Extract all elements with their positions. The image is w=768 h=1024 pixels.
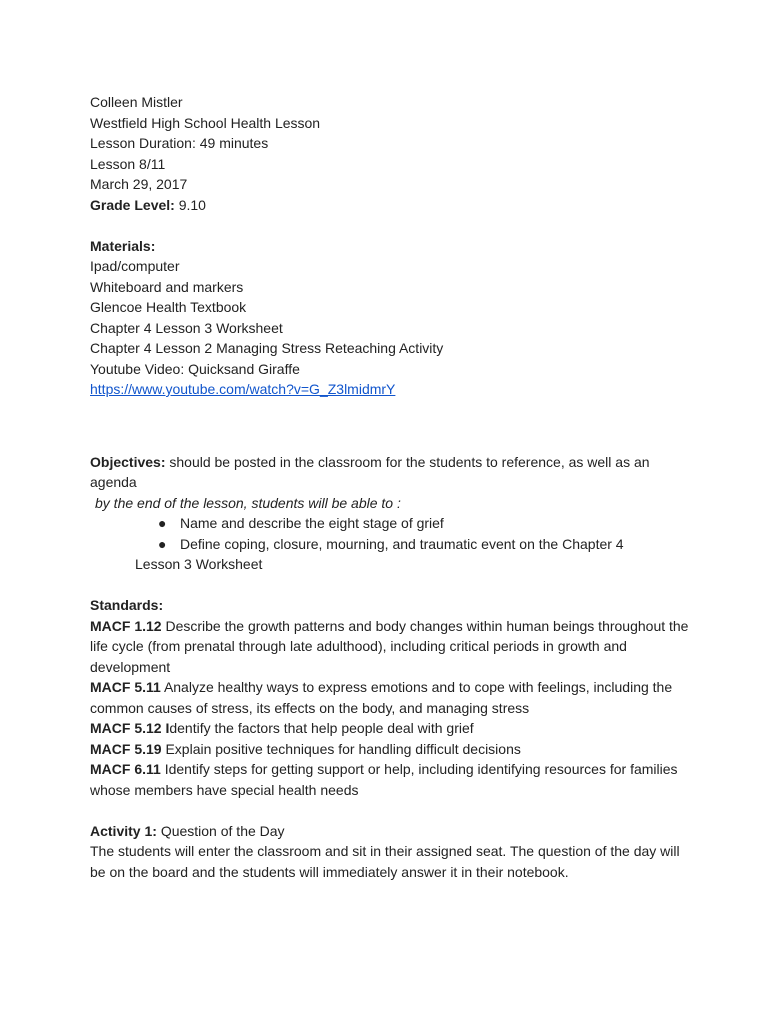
standard-text: Identify steps for getting support or help, including identifying resources for families whose members have special health needs: [90, 761, 678, 798]
standard-item: [90, 677, 690, 718]
objective-text-continued: Lesson 3 Worksheet: [135, 556, 263, 572]
bullet-icon: ●: [158, 535, 167, 552]
youtube-link[interactable]: https://www.youtube.com/watch?v=G_Z3lmidmrY: [90, 381, 396, 397]
objective-text: Define coping, closure, mourning, and traumatic event on the Chapter 4: [180, 535, 624, 552]
lesson-number: Lesson 8/11: [90, 155, 166, 172]
objectives-intro: by the end of the lesson, students will be able to :: [95, 494, 401, 511]
standard-item: [90, 718, 690, 739]
bullet-icon: ●: [158, 515, 167, 531]
grade-level-label: Grade Level:: [90, 196, 175, 213]
materials-heading: Materials:: [90, 237, 156, 254]
grade-level-value: 9.10: [178, 196, 206, 213]
activity1-heading: Activity 1:: [90, 822, 157, 839]
standard-code: MACF 6.11: [90, 761, 161, 777]
standard-text: Describe the growth patterns and body changes within human beings throughout the life cycle (from prenatal through late adulthood), including critical periods in growth and development: [90, 617, 689, 675]
document-page: [90, 92, 690, 882]
objective-text: Name and describe the eight stage of grief: [180, 515, 444, 531]
standard-code: MACF 5.12 I: [90, 720, 170, 736]
activity1-subtitle: Question of the Day: [160, 822, 285, 839]
objectives: [90, 452, 690, 493]
lesson-duration: Lesson Duration: 49 minutes: [90, 135, 269, 151]
objective-bullet: [90, 513, 690, 534]
standard-item: [90, 739, 690, 760]
material-item: Glencoe Health Textbook: [90, 299, 247, 315]
standard-code: MACF 5.19: [90, 740, 162, 757]
standard-text: Explain positive techniques for handling difficult decisions: [165, 740, 521, 757]
material-item: Whiteboard and markers: [90, 278, 244, 295]
standard-item: [90, 616, 690, 678]
standard-item: [90, 759, 690, 800]
activity1-header: [90, 821, 690, 842]
author: Colleen Mistler: [90, 94, 183, 110]
lesson-title: Westfield High School Health Lesson: [90, 114, 321, 131]
material-item: Chapter 4 Lesson 2 Managing Stress Reteaching Activity: [90, 340, 444, 356]
standard-text: dentify the factors that help people deal with grief: [169, 720, 474, 736]
standards-heading: Standards:: [90, 597, 164, 613]
objectives-text: should be posted in the classroom for the students to reference, as well as an agenda: [90, 453, 650, 490]
objective-bullet: [90, 534, 690, 555]
lesson-date: March 29, 2017: [90, 176, 188, 192]
objectives-heading: Objectives:: [90, 453, 166, 470]
grade-level: [90, 195, 690, 216]
activity1-text: The students will enter the classroom and sit in their assigned seat. The question of the day will be on the board and the students will immediately answer it in their notebook.: [90, 843, 680, 880]
standard-code: MACF 1.12: [90, 617, 162, 634]
standard-code: MACF 5.11: [90, 679, 161, 695]
standard-text: Analyze healthy ways to express emotions and to cope with feelings, including the common causes of stress, its effects on the body, and managing stress: [90, 679, 673, 716]
material-item: Chapter 4 Lesson 3 Worksheet: [90, 319, 283, 336]
material-item: Youtube Video: Quicksand Giraffe: [90, 360, 300, 377]
material-item: Ipad/computer: [90, 258, 180, 274]
